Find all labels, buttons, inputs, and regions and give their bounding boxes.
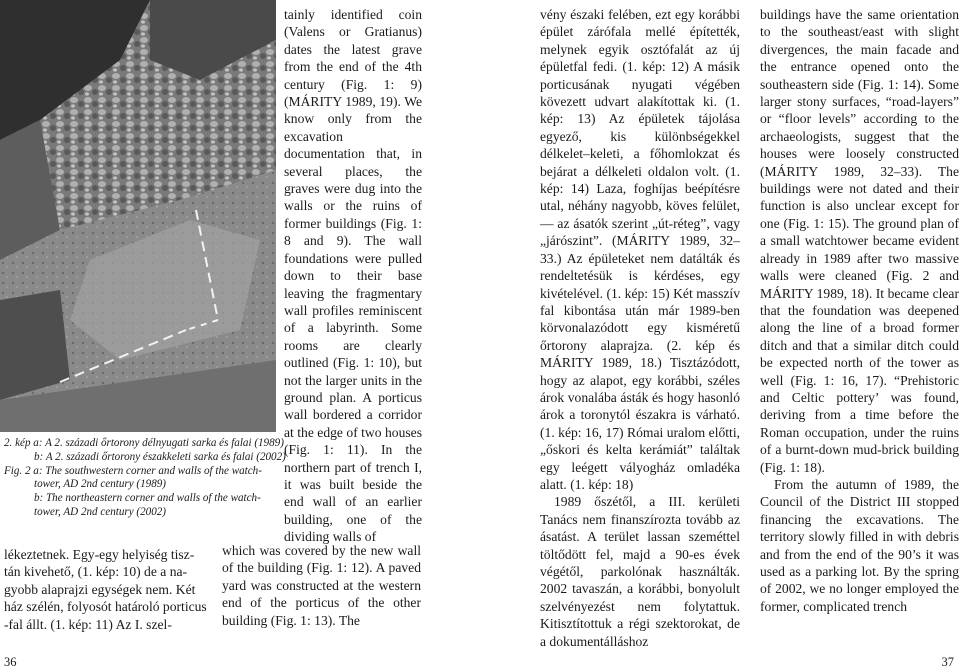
paragraph-hu-2: 1989 őszétől, a III. kerületi Tanács nem finanszírozta tovább az ásatást. A terület lassan szeméttel töltődött fel, majd a 90-es évek végétől, parkolónak használták. 2002 tavaszán, a korábbi, bonyolult szelvényezést nem folytattuk. Kitisztítottuk a régi szektorokat, de a dokumentálláshoz bbox=[540, 494, 740, 649]
excavation-photo bbox=[0, 0, 276, 432]
caption-line-en-a2: tower, AD 2nd century (1989) bbox=[34, 478, 166, 491]
page-number-right: 37 bbox=[941, 655, 954, 669]
paragraph-en-1: buildings have the same orientation to the southeast/east with slight divergences, the main facade and the entrance opened onto the southeastern side (Fig. 1: 14). Some larger stony surfaces, “road-layers” or “floor levels” according to the archaeologists, suggest that the houses were loosely constructed (MÁRITY 1989, 32–33). The buildings were not dated and their function is also unclear except for one (Fig. 1: 15). The ground plan of a small watchtower became evident already in 1989 after two massive walls were cleaned (Fig. 2 and MÁRITY 1989, 18). It became clear that the foundation was deepened along the line of a broad former ditch and that a similar ditch could be expected north of the tower as well (Fig. 1: 16, 17). “Prehistoric and Celtic pottery’ was found, deriving from a time before the Roman occupation, under the ruins of a burnt-down mud-brick building (Fig. 1: 18). bbox=[760, 7, 959, 475]
text-line: lékeztetnek. Egy-egy helyiség tisz- bbox=[4, 547, 195, 562]
paragraph-en-left: tainly identified coin (Valens or Gratianus) dates the latest grave from the end of the 4th century (Fig. 1: 9) (MÁRITY 1989, 19). We know only from the excavation documentation that, in several places, the graves were dug into the walls or the ruins of former buildings (Fig. 1: 8 and 9). The wall foundations were pulled down to their base leaving the fragmentary wall profiles reminiscent of a labyrinth. Some rooms are clearly outlined (Fig. 1: 10), but not the larger units in the ground plan. A porticus wall bordered a corridor at the edge of two houses (Fig. 1: 11). In the northern part of trench I, it was built beside the end wall of an earlier building, one of the dividing walls of bbox=[284, 7, 422, 545]
caption-line-hu-a: 2. kép a: A 2. századi őrtorony délnyugati sarka és falai (1989) bbox=[4, 437, 284, 449]
excavation-photo-graphic bbox=[0, 0, 276, 432]
paragraph-en-left-tail: which was covered by the new wall of the building (Fig. 1: 12). A paved yard was constructed at the western end of the porticus of the other building (Fig. 1: 13). The bbox=[222, 543, 421, 628]
column-en-left bbox=[284, 6, 422, 546]
column-en-left-tail bbox=[222, 542, 421, 629]
page-number-left: 36 bbox=[4, 655, 17, 669]
caption-line-en-b2: tower, AD 2nd century (2002) bbox=[34, 505, 166, 518]
figure-caption bbox=[4, 437, 286, 520]
paragraph-en-2: From the autumn of 1989, the Council of the District III stopped financing the excavations. The territory slowly filled in with debris and from the end of the 90’s it was used as a parking lot. By the spring of 2002, we no longer employed the former, complicated trench bbox=[760, 476, 959, 614]
column-en-right bbox=[760, 6, 959, 615]
text-line: -fal állt. (1. kép: 11) Az I. szel- bbox=[4, 616, 172, 632]
text-line: tán kivehető, (1. kép: 10) de a na- bbox=[4, 564, 188, 580]
column-hu-right bbox=[540, 6, 740, 650]
caption-line-hu-b: b: A 2. századi őrtorony északkeleti sarka és falai (2002) bbox=[34, 450, 286, 463]
caption-line-en-a: Fig. 2 a: The southwestern corner and walls of the watch- bbox=[4, 464, 262, 477]
text-line: ház szélén, folyosót határoló porticus bbox=[4, 599, 207, 615]
text-line: gyobb alaprajzi egységek nem. Két bbox=[4, 581, 196, 597]
caption-line-en-b: b: The northeastern corner and walls of the watch- bbox=[34, 492, 261, 505]
paragraph-hu-1: vény északi felében, ezt egy korábbi épület zárófala mellé építették, melynek egyik osztófalát az új épületfal fedi. (1. kép: 12) A másik porticusának nyugati végében kövezett udvart alakítottak ki. (1. kép: 13) Az épületek tájolása egyező, kis különbségekkel délkelet–keleti, a főhomlokzat és bejárat a délkeleti oldalon volt. (1. kép: 14) Laza, foghíjas beépítésre utal, néhány nagyobb, köves felület, — az ásatók szerint „út-réteg”, vagy „járószint”. (MÁRITY 1989, 32–33.) Az épületeket nem datálták és rendeltetésük is kérdéses, egy kivételével. (1. kép: 15) Két masszív fal kibontása után már 1989-ben körvonalazódott egy kisméretű őrtorony alaprajza. (2. kép és MÁRITY 1989, 18.) Tisztázódott, hogy az alapot, egy korábbi, széles árok vonalába ásták és hogy hasonló árok a toronytól északra is várható. (1. kép: 16, 17) Római uralom előtti, „őskori és kelta kerámiát” találtak egy leégett vályogház omladéka alatt. (1. kép: 18) bbox=[540, 7, 740, 492]
